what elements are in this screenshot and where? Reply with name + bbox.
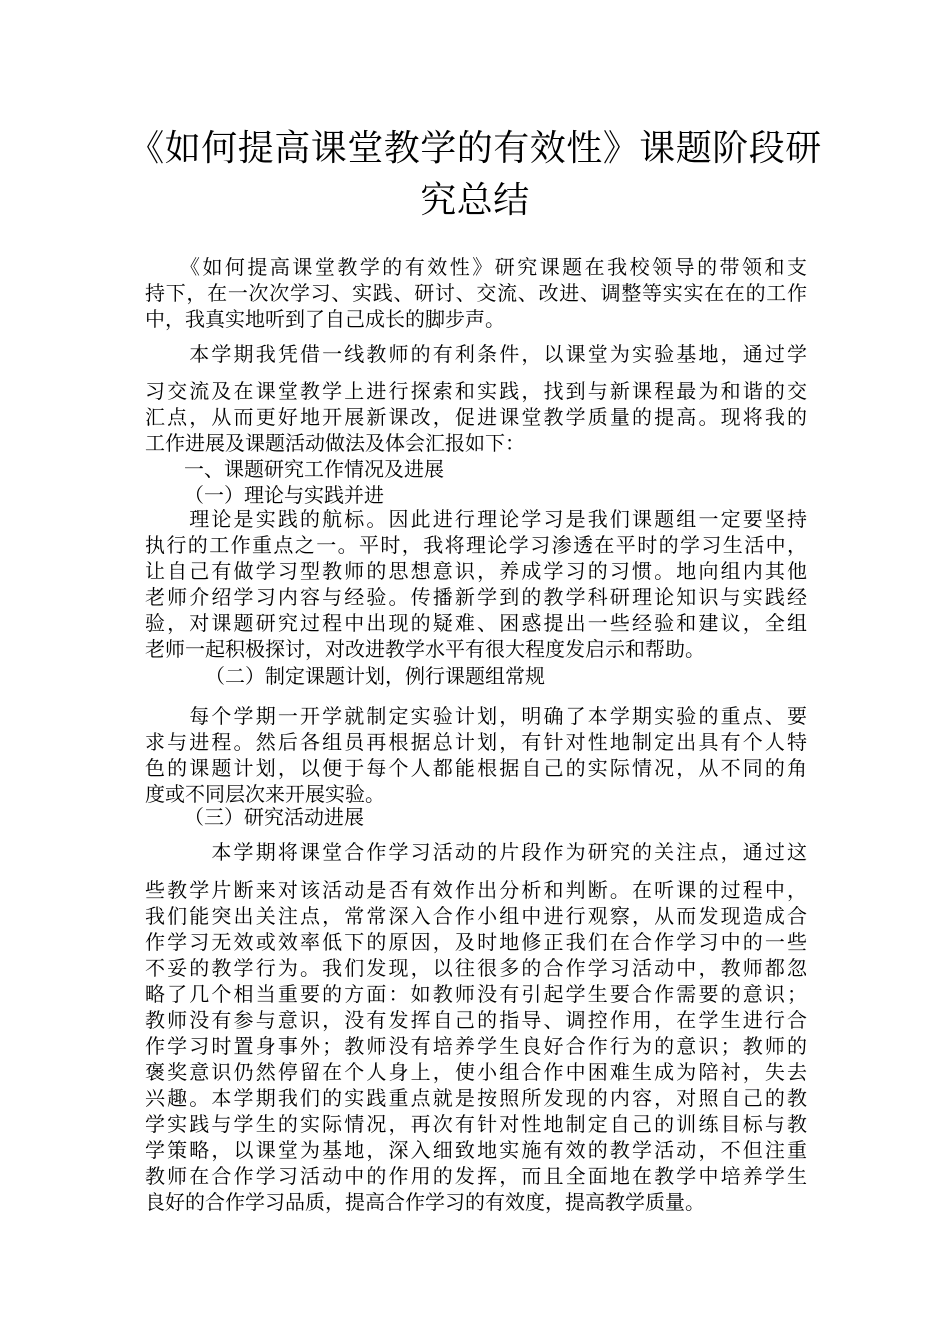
text-line: 习交流及在课堂教学上进行探索和实践，找到与新课程最为和谐的交 [145, 379, 807, 403]
text-line: 老师一起积极探讨，对改进教学水平有很大程度发启示和帮助。 [145, 637, 705, 661]
text-line: 些教学片断来对该活动是否有效作出分析和判断。在听课的过程中， [145, 878, 807, 902]
paragraph-semester-first [145, 341, 807, 367]
subsection-heading-1: （一）理论与实践并进 [184, 483, 384, 507]
text-line: 学策略，以课堂为基地，深入细致地实施有效的教学活动，不但注重 [145, 1138, 807, 1162]
paragraph-intro [145, 254, 807, 332]
text-line: 让自己有做学习型教师的思想意识，养成学习的习惯。地向组内其他 [145, 559, 807, 583]
paragraph-plan [145, 703, 807, 807]
text-line: 《如何提高课堂教学的有效性》研究课题在我校领导的带领和支 [145, 255, 807, 279]
text-line: 作学习无效或效率低下的原因，及时地修正我们在合作学习中的一些 [145, 930, 807, 954]
text-line: 度或不同层次来开展实验。 [145, 782, 385, 806]
text-line: 求与进程。然后各组员再根据总计划，有针对性地制定出具有个人特 [145, 730, 807, 754]
title-line: 究总结 [420, 180, 530, 221]
text-line: 色的课题计划，以便于每个人都能根据自己的实际情况，从不同的角 [145, 756, 807, 780]
subsection-heading-2: （二）制定课题计划，例行课题组常规 [205, 664, 545, 688]
text-line: 褒奖意识仍然停留在个人身上，使小组合作中困难生成为陪衬，失去 [145, 1060, 807, 1084]
text-line: 执行的工作重点之一。平时，我将理论学习渗透在平时的学习生活中， [145, 533, 807, 557]
text-line: 良好的合作学习品质，提高合作学习的有效度，提高教学质量。 [145, 1190, 705, 1214]
text-line: 教师没有参与意识，没有发挥自己的指导、调控作用，在学生进行合 [145, 1008, 807, 1032]
subsection-heading-3: （三）研究活动进展 [184, 805, 364, 829]
text-line: 汇点，从而更好地开展新课改，促进课堂教学质量的提高。现将我的 [145, 405, 807, 429]
section-heading-1: 一、课题研究工作情况及进展 [184, 457, 444, 481]
text-line: 老师介绍学习内容与经验。传播新学到的教学科研理论知识与实践经 [145, 585, 807, 609]
text-line: 本学期我凭借一线教师的有利条件，以课堂为实验基地，通过学 [145, 342, 807, 366]
paragraph-research [145, 877, 807, 1215]
text-line: 教师在合作学习活动中的作用的发挥，而且全面地在教学中培养学生 [145, 1164, 807, 1188]
text-line: 不妥的教学行为。我们发现，以往很多的合作学习活动中，教师都忽 [145, 956, 807, 980]
text-line: 理论是实践的航标。因此进行理论学习是我们课题组一定要坚持 [145, 507, 807, 531]
text-line: 验，对课题研究过程中出现的疑难、困惑提出一些经验和建议，全组 [145, 611, 807, 635]
text-line: 工作进展及课题活动做法及体会汇报如下： [145, 431, 525, 455]
text-line: 本学期将课堂合作学习活动的片段作为研究的关注点，通过这 [145, 840, 807, 864]
paragraph-research-first [145, 839, 807, 865]
title-line: 《如何提高课堂教学的有效性》课题阶段研 [128, 128, 822, 169]
text-line: 略了几个相当重要的方面：如教师没有引起学生要合作需要的意识； [145, 982, 807, 1006]
paragraph-theory [145, 506, 807, 662]
paragraph-semester [145, 378, 807, 456]
text-line: 兴趣。本学期我们的实践重点就是按照所发现的内容，对照自己的教 [145, 1086, 807, 1110]
text-line: 作学习时置身事外；教师没有培养学生良好合作行为的意识；教师的 [145, 1034, 807, 1058]
text-line: 每个学期一开学就制定实验计划，明确了本学期实验的重点、要 [145, 704, 807, 728]
document-title [120, 123, 830, 227]
text-line: 我们能突出关注点，常常深入合作小组中进行观察，从而发现造成合 [145, 904, 807, 928]
text-line: 持下，在一次次学习、实践、研讨、交流、改进、调整等实实在在的工作 [145, 281, 807, 305]
text-line: 学实践与学生的实际情况，再次有针对性地制定自己的训练目标与教 [145, 1112, 807, 1136]
text-line: 中，我真实地听到了自己成长的脚步声。 [145, 307, 505, 331]
